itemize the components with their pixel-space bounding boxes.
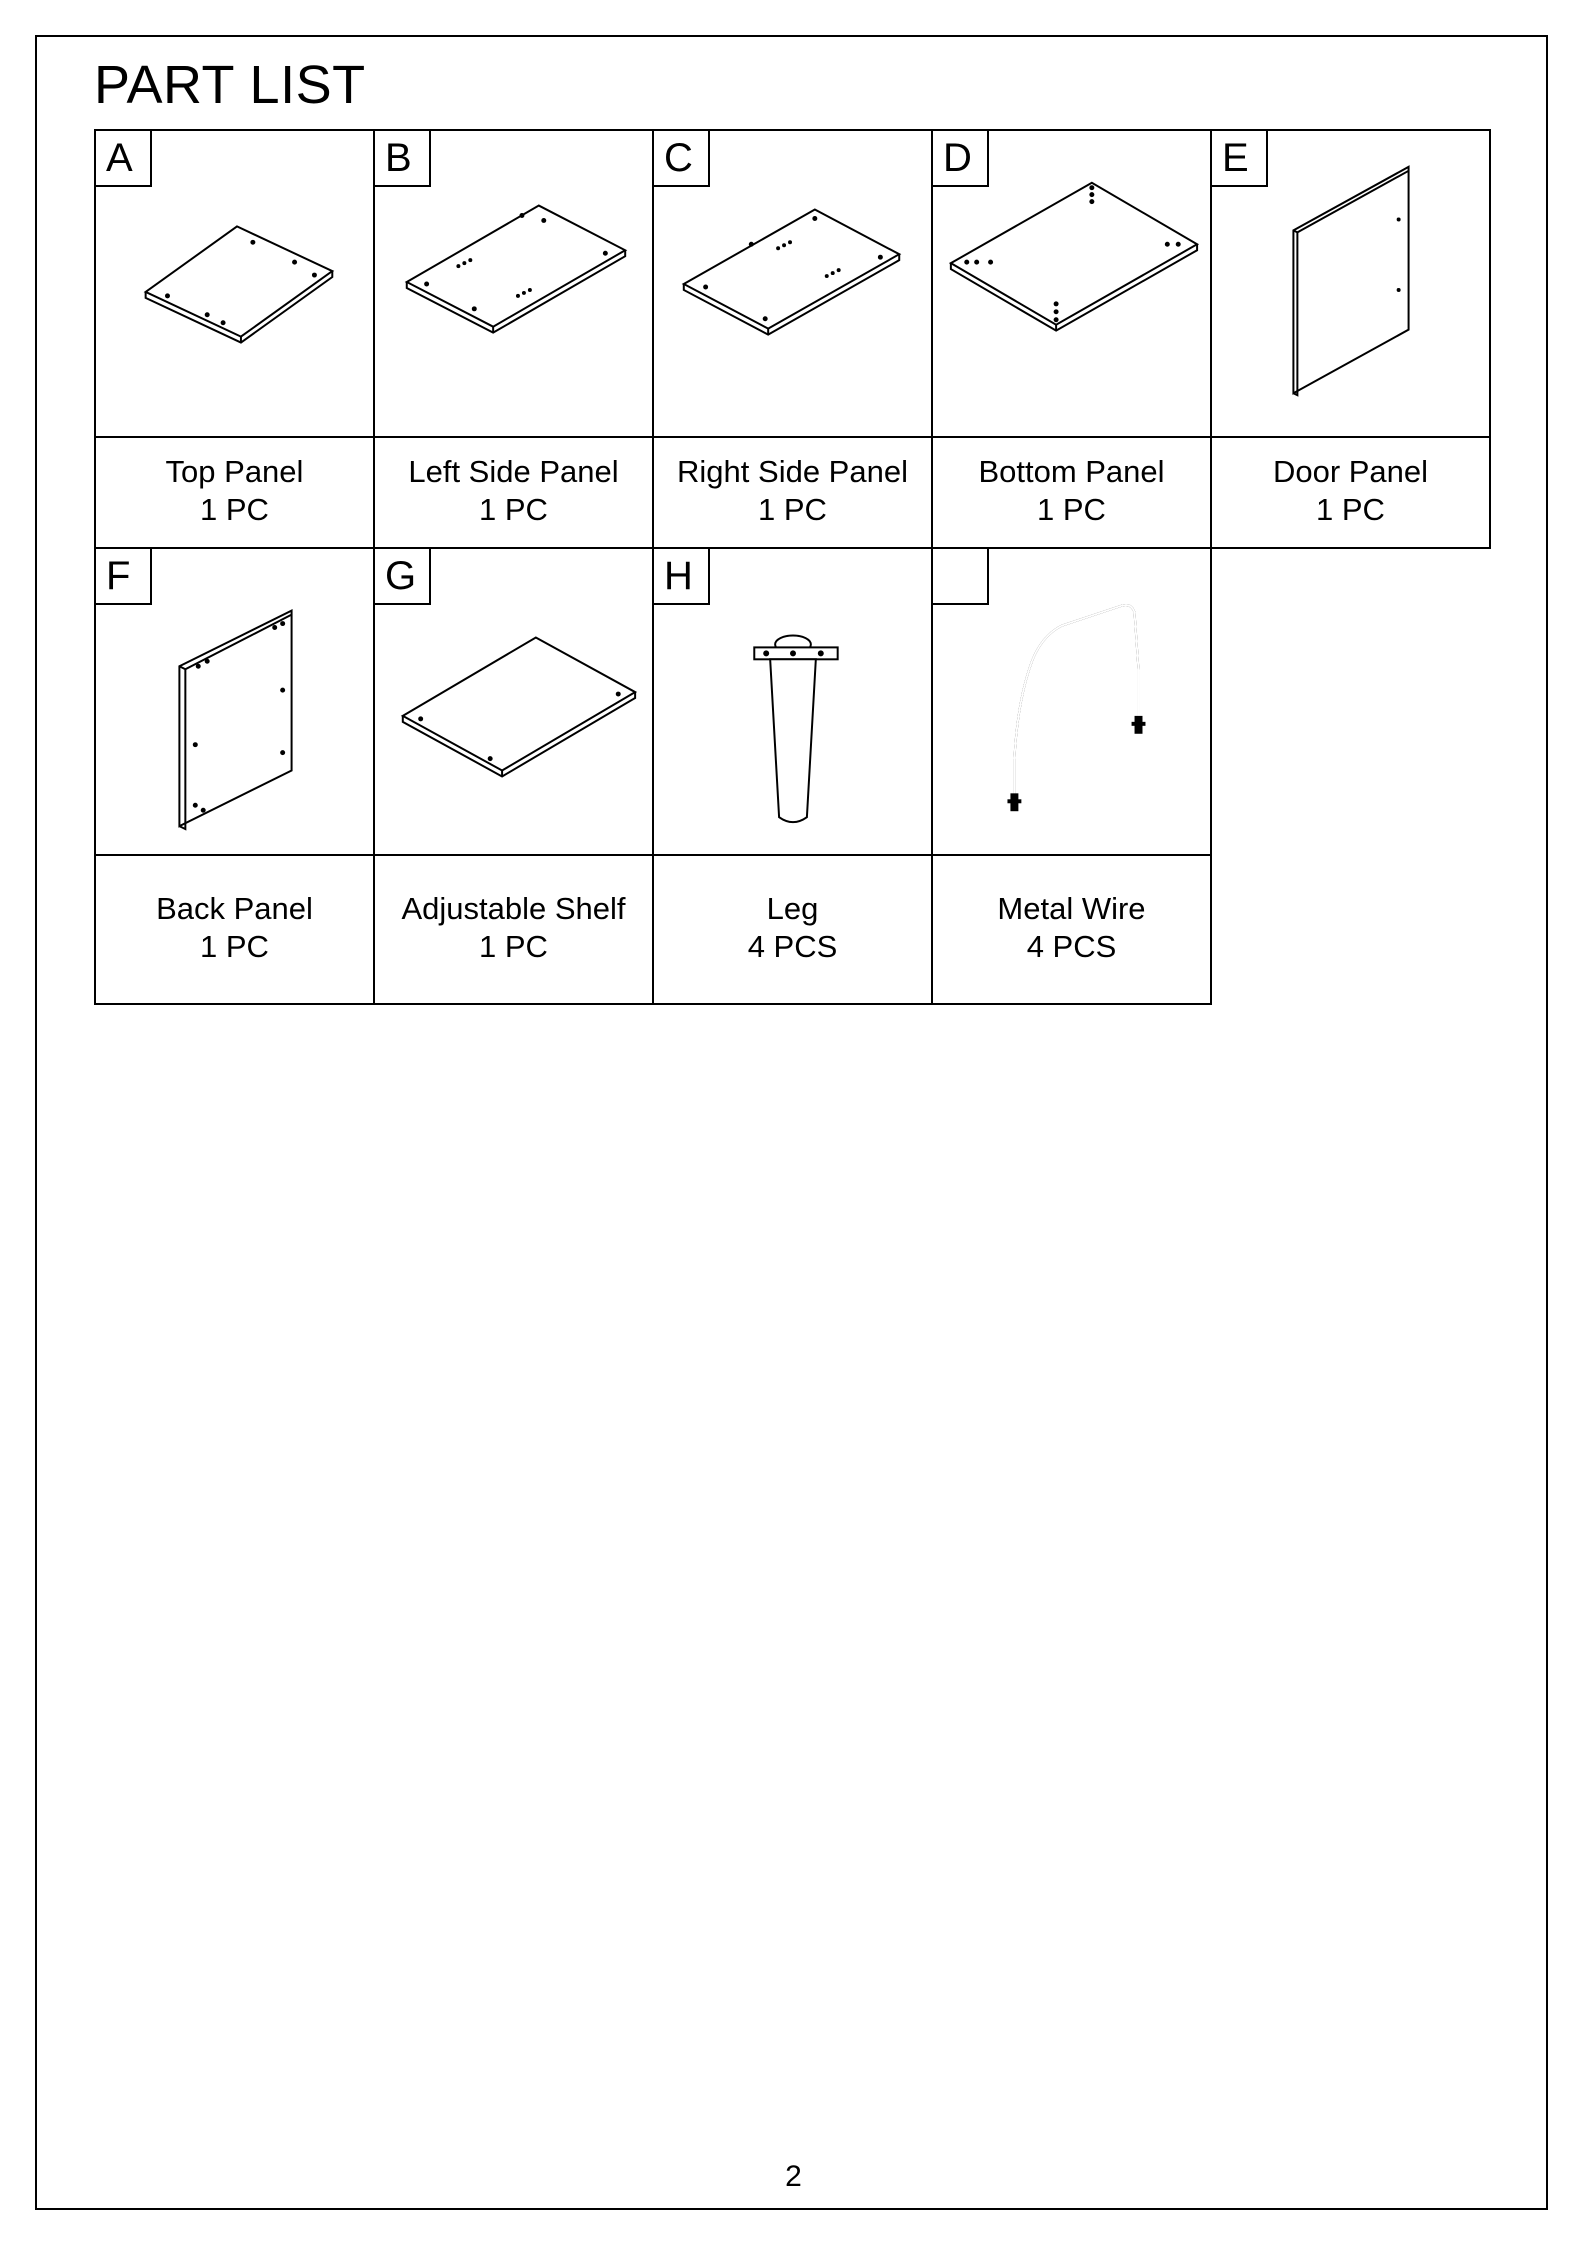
- part-cell-e: [1210, 129, 1491, 549]
- part-letter-label: E: [1212, 131, 1268, 187]
- part-cell-f: [94, 547, 375, 1005]
- part-caption: [1212, 434, 1489, 547]
- part-letter-label: F: [96, 549, 152, 605]
- part-letter-label: B: [375, 131, 431, 187]
- part-quantity: 1 PC: [758, 491, 827, 527]
- part-name: Door Panel: [1272, 453, 1429, 489]
- part-quantity: 1 PC: [479, 928, 548, 964]
- part-caption: [375, 434, 652, 547]
- part-cell-a: [94, 129, 375, 549]
- part-caption: [375, 852, 652, 1003]
- part-caption: [654, 852, 931, 1003]
- page-number: 2: [785, 2160, 802, 2193]
- part-name: Bottom Panel: [978, 453, 1165, 489]
- part-name: Right Side Panel: [677, 453, 908, 489]
- part-name: Top Panel: [165, 453, 304, 489]
- part-cell-metal-wire: [931, 547, 1212, 1005]
- part-letter-label: C: [654, 131, 710, 187]
- part-name: Back Panel: [156, 890, 313, 926]
- part-caption: [933, 852, 1210, 1003]
- part-quantity: 1 PC: [1037, 491, 1106, 527]
- part-cell-d: [931, 129, 1212, 549]
- part-cell-b: [373, 129, 654, 549]
- part-letter-label: [933, 549, 989, 605]
- part-name: Adjustable Shelf: [401, 890, 626, 926]
- part-quantity: 1 PC: [200, 928, 269, 964]
- part-letter-label: D: [933, 131, 989, 187]
- page-title: PART LIST: [94, 55, 366, 115]
- part-quantity: 4 PCS: [747, 928, 838, 964]
- part-caption: [96, 434, 373, 547]
- part-quantity: 1 PC: [1316, 491, 1385, 527]
- part-quantity: 1 PC: [479, 491, 548, 527]
- part-letter-label: A: [96, 131, 152, 187]
- part-caption: [933, 434, 1210, 547]
- part-cell-g: [373, 547, 654, 1005]
- part-name: Leg: [766, 890, 819, 926]
- part-quantity: 4 PCS: [1026, 928, 1117, 964]
- part-letter-label: H: [654, 549, 710, 605]
- part-name: Left Side Panel: [408, 453, 619, 489]
- part-caption: [654, 434, 931, 547]
- part-quantity: 1 PC: [200, 491, 269, 527]
- part-name: Metal Wire: [997, 890, 1146, 926]
- part-cell-h: [652, 547, 933, 1005]
- part-caption: [96, 852, 373, 1003]
- part-cell-c: [652, 129, 933, 549]
- part-letter-label: G: [375, 549, 431, 605]
